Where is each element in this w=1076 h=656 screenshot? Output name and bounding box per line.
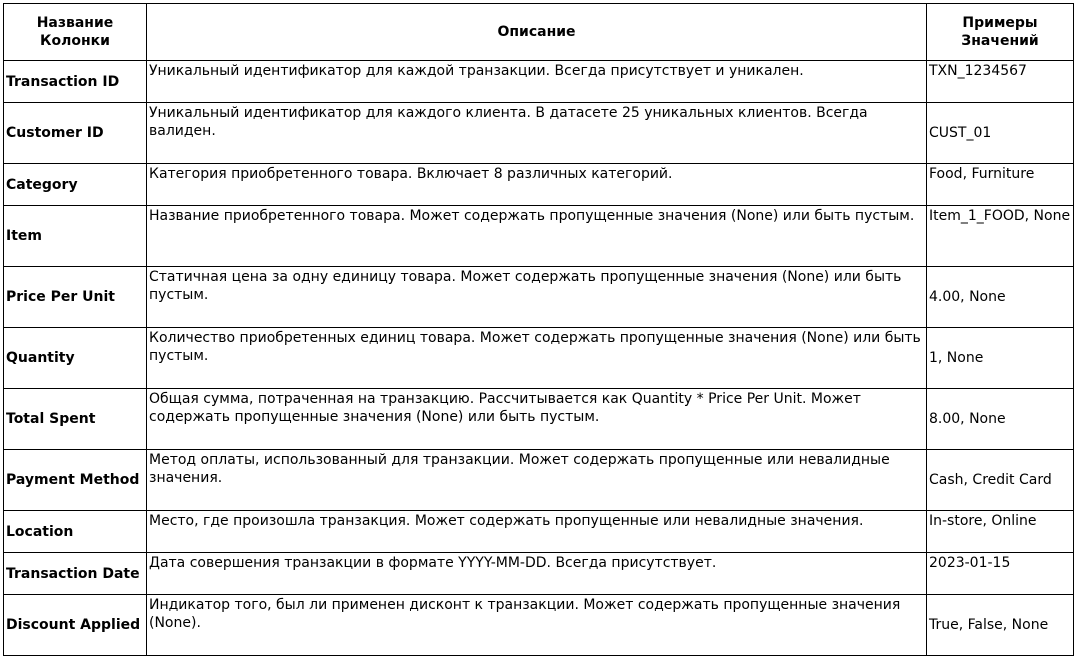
column-name-cell: Total Spent xyxy=(4,389,147,450)
table-row xyxy=(4,103,1074,164)
table-row xyxy=(4,389,1074,450)
examples-cell: CUST_01 xyxy=(927,103,1074,164)
column-name-cell: Customer ID xyxy=(4,103,147,164)
table-row xyxy=(4,206,1074,267)
header-column-name: Название Колонки xyxy=(4,4,147,61)
examples-cell: Cash, Credit Card xyxy=(927,450,1074,511)
description-cell: Категория приобретенного товара. Включает 8 различных категорий. xyxy=(147,164,927,206)
table-row xyxy=(4,553,1074,595)
examples-cell: 4.00, None xyxy=(927,267,1074,328)
examples-cell: 2023-01-15 xyxy=(927,553,1074,595)
examples-cell: 8.00, None xyxy=(927,389,1074,450)
description-cell: Место, где произошла транзакция. Может содержать пропущенные или невалидные значения. xyxy=(147,511,927,553)
header-row xyxy=(4,4,1074,61)
description-cell: Количество приобретенных единиц товара. Может содержать пропущенные значения (None) или быть пустым. xyxy=(147,328,927,389)
examples-cell: In-store, Online xyxy=(927,511,1074,553)
columns-table xyxy=(3,3,1074,656)
data-dictionary xyxy=(3,3,1074,656)
table-row xyxy=(4,328,1074,389)
table-row xyxy=(4,450,1074,511)
examples-cell: Food, Furniture xyxy=(927,164,1074,206)
column-name-cell: Payment Method xyxy=(4,450,147,511)
column-name-cell: Quantity xyxy=(4,328,147,389)
column-name-cell: Category xyxy=(4,164,147,206)
table-row xyxy=(4,267,1074,328)
description-cell: Индикатор того, был ли применен дисконт к транзакции. Может содержать пропущенные значения (None). xyxy=(147,595,927,656)
examples-cell: TXN_1234567 xyxy=(927,61,1074,103)
column-name-cell: Transaction ID xyxy=(4,61,147,103)
description-cell: Метод оплаты, использованный для транзакции. Может содержать пропущенные или невалидные значения. xyxy=(147,450,927,511)
description-cell: Дата совершения транзакции в формате YYYY-MM-DD. Всегда присутствует. xyxy=(147,553,927,595)
column-name-cell: Item xyxy=(4,206,147,267)
description-cell: Уникальный идентификатор для каждого клиента. В датасете 25 уникальных клиентов. Всегда валиден. xyxy=(147,103,927,164)
description-cell: Статичная цена за одну единицу товара. Может содержать пропущенные значения (None) или быть пустым. xyxy=(147,267,927,328)
examples-cell: Item_1_FOOD, None xyxy=(927,206,1074,267)
table-row xyxy=(4,595,1074,656)
column-name-cell: Location xyxy=(4,511,147,553)
examples-cell: True, False, None xyxy=(927,595,1074,656)
header-description: Описание xyxy=(147,4,927,61)
table-row xyxy=(4,164,1074,206)
column-name-cell: Price Per Unit xyxy=(4,267,147,328)
description-cell: Название приобретенного товара. Может содержать пропущенные значения (None) или быть пустым. xyxy=(147,206,927,267)
description-cell: Общая сумма, потраченная на транзакцию. Рассчитывается как Quantity * Price Per Unit. Может содержать пропущенные значения (None) или быть пустым. xyxy=(147,389,927,450)
table-row xyxy=(4,61,1074,103)
description-cell: Уникальный идентификатор для каждой транзакции. Всегда присутствует и уникален. xyxy=(147,61,927,103)
column-name-cell: Transaction Date xyxy=(4,553,147,595)
examples-cell: 1, None xyxy=(927,328,1074,389)
header-examples: Примеры Значений xyxy=(927,4,1074,61)
column-name-cell: Discount Applied xyxy=(4,595,147,656)
table-row xyxy=(4,511,1074,553)
